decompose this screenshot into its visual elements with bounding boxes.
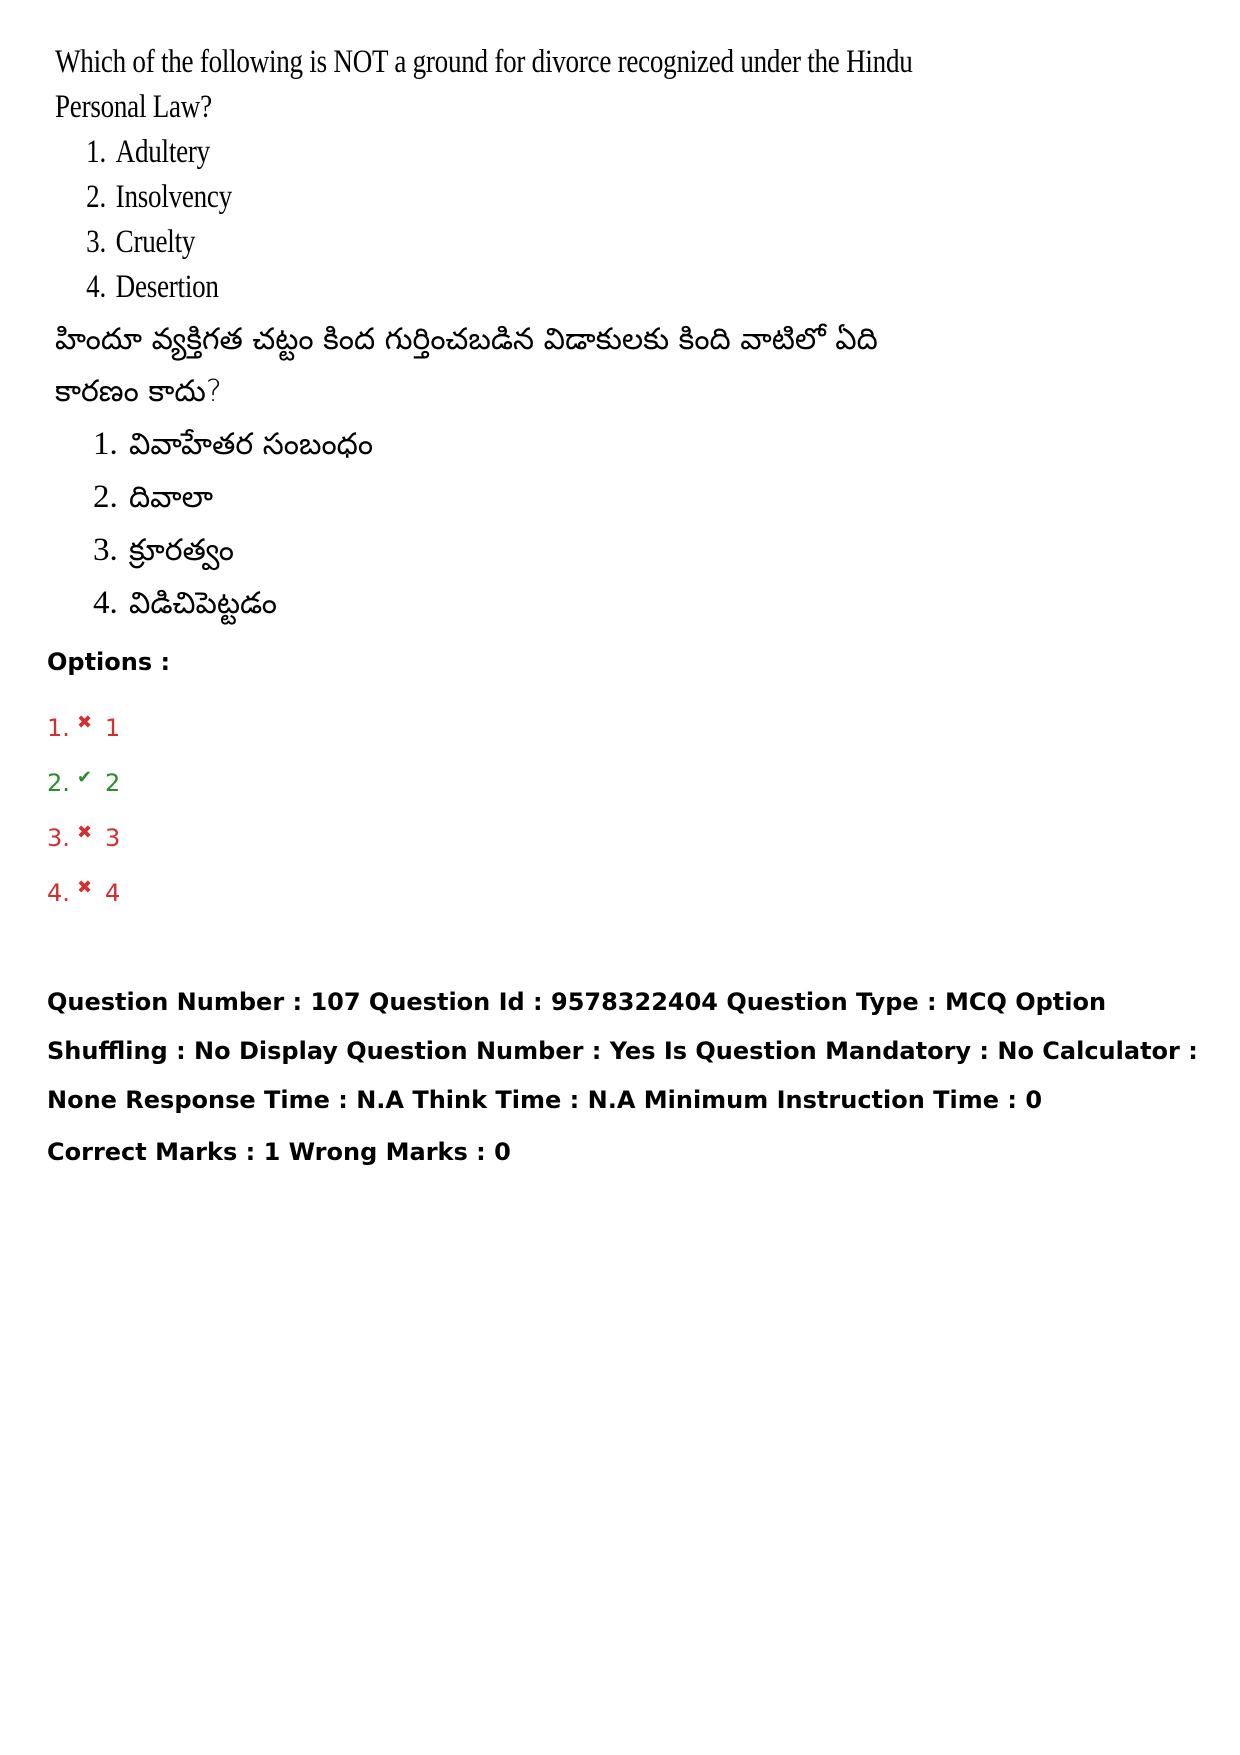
question-english [55, 40, 957, 310]
english-choice: 3. Cruelty [86, 224, 196, 260]
english-choice: 4. Desertion [86, 269, 219, 305]
option-item: 2. ✔ 2 [47, 767, 121, 797]
option-item: 3. ✖ 3 [47, 822, 121, 852]
question-telugu [55, 314, 935, 630]
marks-info: Correct Marks : 1 Wrong Marks : 0 [47, 1138, 511, 1166]
question-metadata: Question Number : 107 Question Id : 9578322404 Question Type : MCQ Option Shuffling : No Display Question Number : Yes Is Question Mandatory : No Calculator : None Response Time : N.A Think Time : N.A Minimum Instruction Time : 0 [47, 988, 1198, 1114]
question-telugu-text: హిందూ వ్యక్తిగత చట్టం కింద గుర్తించబడిన విడాకులకు కింది వాటిలో ఏది కారణం కాదు? [55, 322, 878, 409]
question-english-text: Which of the following is NOT a ground for divorce recognized under the Hindu Personal Law? [55, 44, 913, 125]
telugu-choice: 2. దివాలా [93, 479, 214, 515]
question-image-block [55, 40, 955, 630]
option-item: 4. ✖ 4 [47, 877, 121, 907]
cross-icon: ✖ [77, 712, 93, 733]
telugu-choice: 1. వివాహేతర సంబంధం [93, 426, 374, 462]
telugu-choice: 4. విడిచిపెట్టడం [93, 585, 277, 621]
english-choice: 1. Adultery [86, 134, 210, 170]
check-icon: ✔ [77, 767, 93, 788]
options-heading: Options : [47, 648, 171, 676]
question-english-choices [55, 130, 957, 310]
question-telugu-choices [55, 418, 935, 630]
option-item: 1. ✖ 1 [47, 712, 121, 742]
english-choice: 2. Insolvency [86, 179, 232, 215]
cross-icon: ✖ [77, 822, 93, 843]
cross-icon: ✖ [77, 877, 93, 898]
options-list [47, 700, 120, 920]
telugu-choice: 3. క్రూరత్వం [93, 532, 234, 568]
